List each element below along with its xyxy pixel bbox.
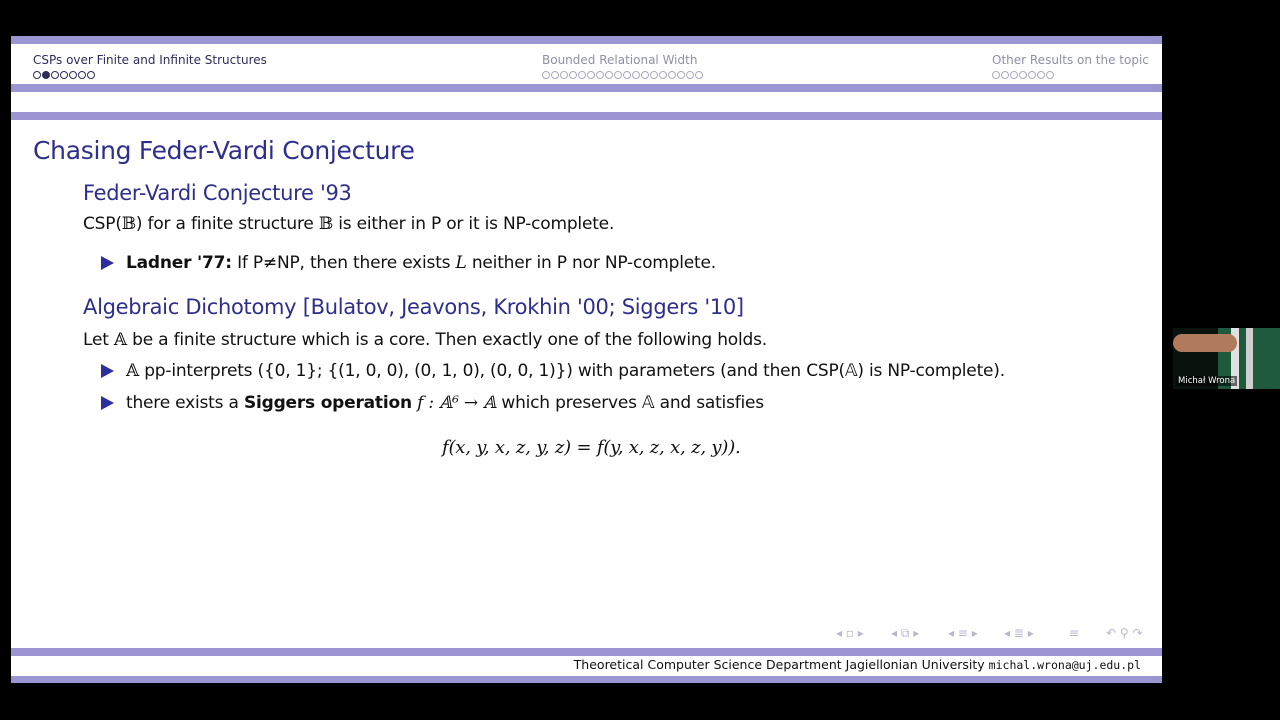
slide-dot-icon[interactable] — [695, 71, 703, 79]
title-band — [11, 112, 1162, 120]
slide-dot-icon[interactable] — [596, 71, 604, 79]
dichotomy-intro: Let 𝔸 be a finite structure which is a core. Then exactly one of the following holds. — [83, 330, 767, 350]
webcam-speaker-arm — [1173, 334, 1237, 352]
siggers-equation: f(x, y, x, z, y, z) = f(y, x, z, x, z, y)). — [442, 437, 741, 458]
slide-dots — [33, 71, 267, 79]
slide-dot-icon[interactable] — [569, 71, 577, 79]
webcam-frame-edge — [1246, 328, 1253, 389]
slide-dot-icon[interactable] — [587, 71, 595, 79]
presentation-slide — [11, 36, 1162, 683]
webcam-thumbnail[interactable] — [1173, 328, 1280, 389]
beamer-nav-section[interactable]: ◂ ≡ ▸ — [948, 626, 978, 640]
slide-dot-icon[interactable] — [650, 71, 658, 79]
slide-dot-icon[interactable] — [1001, 71, 1009, 79]
bullet-icon — [101, 396, 114, 410]
top-band — [11, 36, 1162, 44]
slide-dot-icon[interactable] — [632, 71, 640, 79]
nav-band — [11, 84, 1162, 92]
slide-dot-icon[interactable] — [1037, 71, 1045, 79]
slide-dot-icon[interactable] — [605, 71, 613, 79]
slide-dot-icon[interactable] — [686, 71, 694, 79]
nav-section-3[interactable] — [992, 52, 1149, 79]
frame-title: Chasing Feder-Vardi Conjecture — [33, 136, 415, 165]
slide-dot-icon[interactable] — [668, 71, 676, 79]
slide-dots — [542, 71, 703, 79]
slide-dot-icon[interactable] — [51, 71, 59, 79]
beamer-nav-subsection[interactable]: ◂ ⧉ ▸ — [891, 626, 920, 640]
footer-text — [574, 657, 1141, 672]
slide-dot-icon[interactable] — [60, 71, 68, 79]
footer-email: michal.wrona@uj.edu.pl — [988, 658, 1141, 672]
beamer-nav-back-search-forward[interactable]: ↶ ⚲ ↷ — [1106, 626, 1143, 640]
slide-dot-icon[interactable] — [1019, 71, 1027, 79]
slide-dot-icon[interactable] — [659, 71, 667, 79]
slide-dot-icon[interactable] — [578, 71, 586, 79]
beamer-nav-appendix[interactable]: ≡ — [1069, 626, 1080, 640]
slide-dot-icon[interactable] — [78, 71, 86, 79]
slide-dot-icon[interactable] — [542, 71, 550, 79]
dichotomy-item-1: 𝔸 pp-interprets ({0, 1}; {(1, 0, 0), (0, 1, 0), (0, 0, 1)}) with parameters (and then CSP(𝔸) is NP-complete). — [126, 361, 1005, 381]
beamer-nav-document[interactable]: ◂ ≣ ▸ — [1004, 626, 1034, 640]
beamer-nav-frame[interactable]: ◂ ▫ ▸ — [836, 626, 864, 640]
nav-section-title[interactable]: Bounded Relational Width — [542, 53, 698, 67]
slide-dot-icon[interactable] — [69, 71, 77, 79]
slide-dot-icon[interactable] — [33, 71, 41, 79]
slide-dot-icon[interactable] — [1046, 71, 1054, 79]
nav-section-2[interactable] — [542, 52, 703, 79]
conjecture-statement: CSP(𝔹) for a finite structure 𝔹 is either in P or it is NP-complete. — [83, 214, 615, 234]
slide-dot-icon[interactable] — [1028, 71, 1036, 79]
dichotomy-item-2: there exists a Siggers operation f : 𝔸⁶ → 𝔸 which preserves 𝔸 and satisfies — [126, 393, 764, 413]
block-title-feder-vardi: Feder-Vardi Conjecture '93 — [83, 181, 352, 205]
slide-dot-icon[interactable] — [87, 71, 95, 79]
slide-dot-icon[interactable] — [623, 71, 631, 79]
slide-dot-icon[interactable] — [614, 71, 622, 79]
slide-dot-icon[interactable] — [677, 71, 685, 79]
section-navigation — [11, 44, 1162, 84]
slide-dots — [992, 71, 1149, 79]
slide-dot-icon[interactable] — [1010, 71, 1018, 79]
ladner-item: Ladner '77: If P≠NP, then there exists L neither in P nor NP-complete. — [126, 253, 716, 273]
nav-section-title[interactable]: Other Results on the topic — [992, 53, 1149, 67]
bullet-icon — [101, 364, 114, 378]
slide-dot-icon[interactable] — [551, 71, 559, 79]
footer-band-top — [11, 648, 1162, 656]
footer-band-bottom — [11, 676, 1162, 683]
footer-institution: Theoretical Computer Science Department Jagiellonian University — [573, 657, 985, 672]
nav-section-1[interactable] — [33, 52, 267, 79]
slide-dot-icon[interactable] — [641, 71, 649, 79]
nav-section-title[interactable]: CSPs over Finite and Infinite Structures — [33, 53, 267, 67]
slide-dot-icon[interactable] — [42, 71, 50, 79]
participant-name: Michał Wrona — [1178, 376, 1236, 386]
slide-dot-icon[interactable] — [992, 71, 1000, 79]
slide-dot-icon[interactable] — [560, 71, 568, 79]
bullet-icon — [101, 256, 114, 270]
block-title-algebraic-dichotomy: Algebraic Dichotomy [Bulatov, Jeavons, Krokhin '00; Siggers '10] — [83, 295, 744, 319]
